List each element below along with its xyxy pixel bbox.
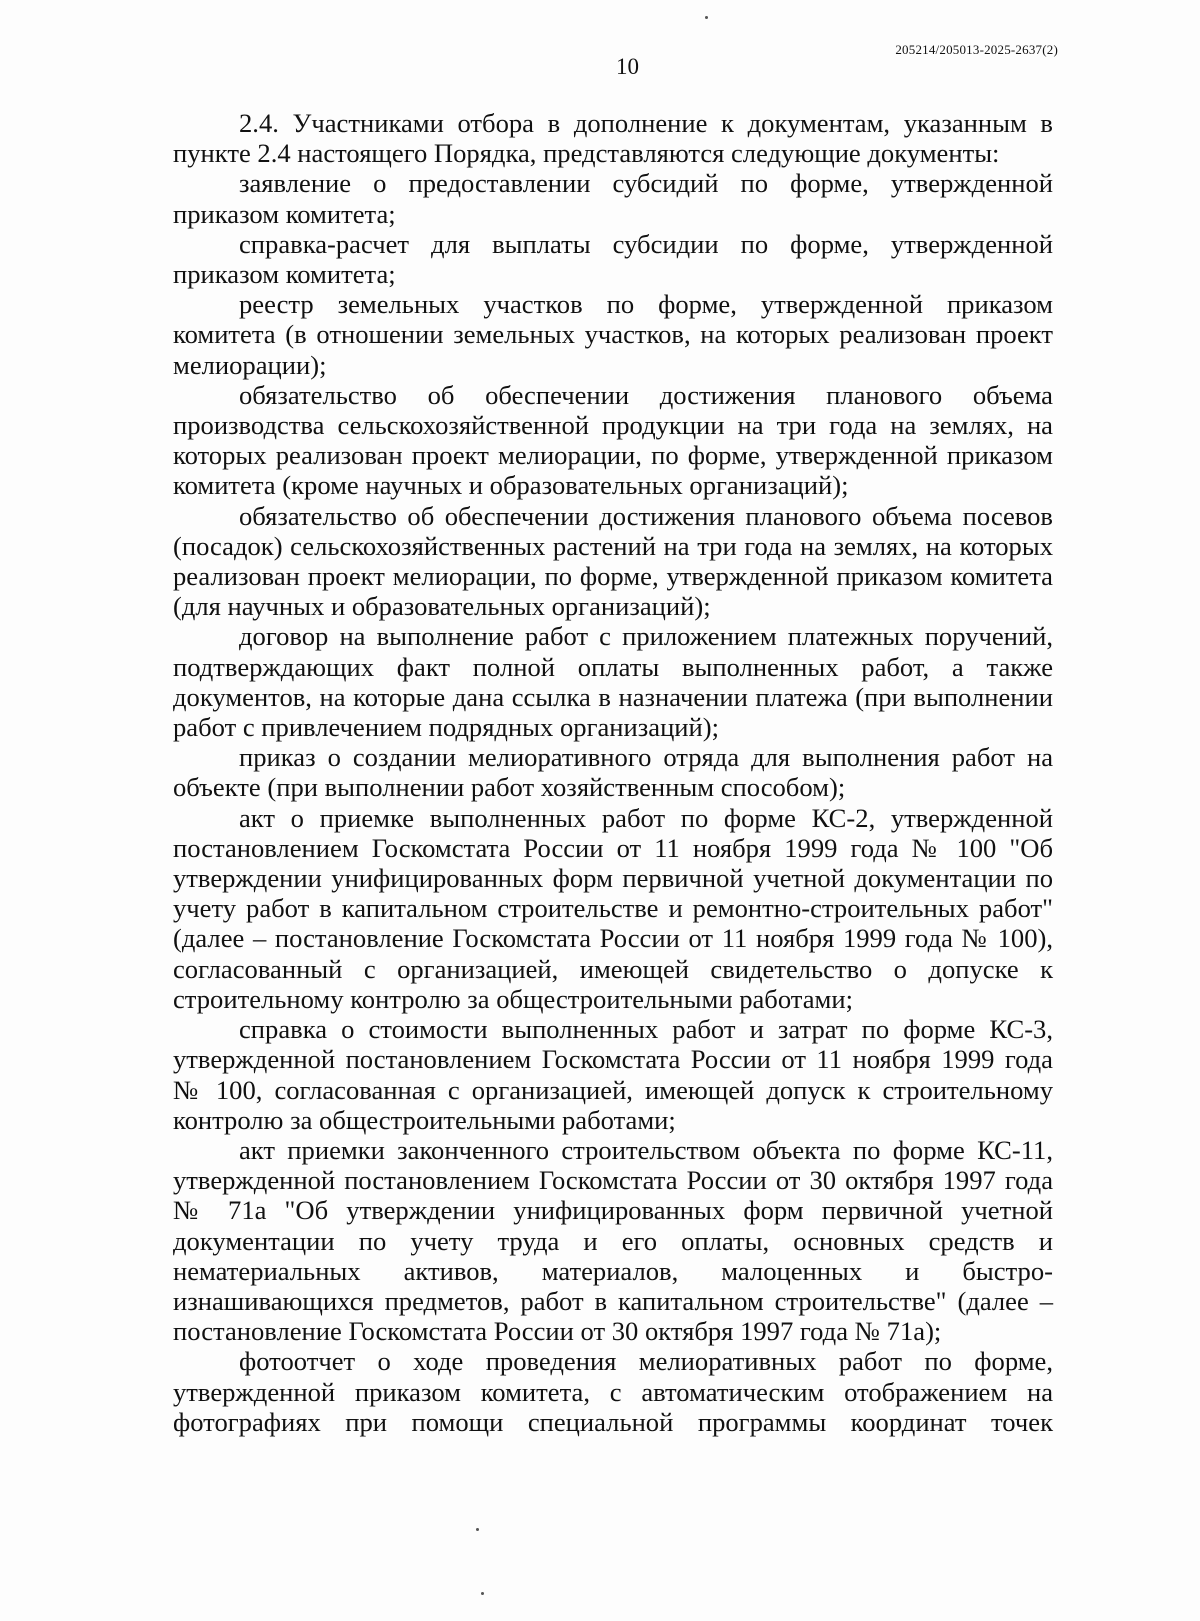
- paragraph-subsidy-application: заявление о предоставлении субсидий по форме, утвержденной приказом комитета;: [173, 168, 1053, 229]
- paragraph-melioration-team-order: приказ о создании мелиоративного отряда для выполнения работ на объекте (при выполнении работ хозяйственным способом);: [173, 742, 1053, 803]
- paragraph-land-plot-register: реестр земельных участков по форме, утвержденной приказом комитета (в отношении земельных участков, на которых реализован проект мелиорации);: [173, 289, 1053, 380]
- paragraph-works-contract: договор на выполнение работ с приложением платежных поручений, подтверждающих факт полной оплаты выполненных работ, а также документов, на которые дана ссылка в назначении платежа (при выполнении работ с привлечением подрядных организаций);: [173, 621, 1053, 743]
- scan-speck: [476, 1528, 479, 1531]
- document-body: [173, 108, 1053, 1437]
- document-registration-number: 205214/205013-2025-2637(2): [895, 42, 1058, 57]
- paragraph-2-4-intro: 2.4. Участниками отбора в дополнение к документам, указанным в пункте 2.4 настоящего Порядка, представляются следующие документы:: [173, 108, 1053, 169]
- paragraph-ks2-act: акт о приемке выполненных работ по форме КС-2, утвержденной постановлением Госкомстата России от 11 ноября 1999 года № 100 "Об утверждении унифицированных форм первичной учетной документации по учету работ в капитальном строительстве и ремонтно-строительных работ" (далее – постановление Госкомстата России от 11 ноября 1999 года № 100), согласованный с организацией, имеющей свидетельство о допуске к строительному контролю за общестроительными работами;: [173, 802, 1053, 1014]
- paragraph-calculation-certificate: справка-расчет для выплаты субсидии по форме, утвержденной приказом комитета;: [173, 228, 1053, 290]
- scan-speck: [481, 1592, 484, 1595]
- paragraph-ks11-act: акт приемки законченного строительством объекта по форме КС-11, утвержденной постановлением Госкомстата России от 30 октября 1997 года № 71а "Об утверждении унифицированных форм первичной учетной документации по учету труда и его оплаты, основных средств и нематериальных активов, материалов, малоценных и быстро-изнашивающихся предметов, работ в капитальном строительстве" (далее – постановление Госкомстата России от 30 октября 1997 года № 71а);: [173, 1134, 1053, 1347]
- page-number: 10: [616, 54, 639, 79]
- paragraph-photo-report: фотоотчет о ходе проведения мелиоративных работ по форме, утвержденной приказом комитета, с автоматическим отображением на фотографиях при помощи специальной программы координат точек: [173, 1346, 1053, 1437]
- scan-speck: [705, 16, 708, 19]
- paragraph-production-obligation: обязательство об обеспечении достижения планового объема производства сельскохозяйственной продукции на три года на землях, на которых реализован проект мелиорации, по форме, утвержденной приказом комитета (кроме научных и образовательных организаций);: [173, 379, 1053, 501]
- paragraph-sowing-obligation: обязательство об обеспечении достижения планового объема посевов (посадок) сельскохозяйственных растений на три года на землях, на которых реализован проект мелиорации, по форме, утвержденной приказом комитета (для научных и образовательных организаций);: [173, 500, 1053, 622]
- paragraph-ks3-certificate: справка о стоимости выполненных работ и затрат по форме КС-3, утвержденной постановлением Госкомстата России от 11 ноября 1999 года № 100, согласованная с организацией, имеющей допуск к строительному контролю за общестроительными работами;: [173, 1014, 1053, 1135]
